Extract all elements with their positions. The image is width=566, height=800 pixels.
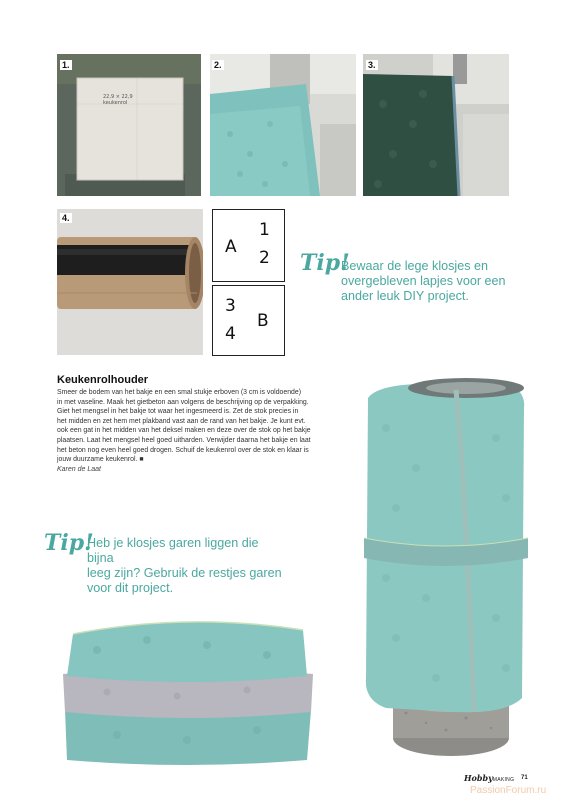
towel-stack-illustration xyxy=(57,600,319,770)
article-line: plaatsen. Laat het mengsel heel goed uitharden. Verwijder daarna het bakje en laat xyxy=(57,436,311,444)
footer-brand-sub: MAKING xyxy=(492,777,515,783)
diagram-label-2: 2 xyxy=(259,248,270,268)
page-number: 71 xyxy=(521,775,528,781)
diagram-box-b xyxy=(212,285,285,356)
article-line: het midden en zet hem met plakband vast aan de rand van het bakje. Je kunt evt. xyxy=(57,417,306,425)
article-body xyxy=(57,388,357,465)
tip-1-line2: overgebleven lapjes voor een xyxy=(341,274,506,288)
diagram-label-b: B xyxy=(257,311,269,331)
article-line: Giet het mengsel in het bakje tot waar het ingesmeerd is. Zet de stok precies in xyxy=(57,408,299,416)
article-author: Karen de Laat xyxy=(57,466,101,473)
diagram-box-a xyxy=(212,209,285,282)
cardboard-note-line2: keukenrol xyxy=(103,100,128,106)
footer-brand xyxy=(464,773,514,783)
tip-1-text xyxy=(341,259,521,304)
step-1-photo xyxy=(57,54,201,196)
tip-2-text xyxy=(87,536,287,596)
footer-brand-name: Hobby xyxy=(464,773,493,783)
step-1-number: 1. xyxy=(62,60,70,70)
step-1-illustration xyxy=(57,54,201,196)
article-line: het beton nog even heel goed drogen. Schuif de keukenrol over de stok en klaar is xyxy=(57,446,309,454)
cardboard-note-line1: 22,9 × 22,9 xyxy=(103,94,133,100)
tip-2-line1: Heb je klosjes garen liggen die bijna xyxy=(87,536,259,565)
towel-stack-photo xyxy=(57,600,319,770)
towel-roll-photo xyxy=(356,378,531,766)
watermark: PassionForum.ru xyxy=(470,785,547,796)
article-line: jouw duurzame keukenrol. ■ xyxy=(57,456,144,464)
step-4-number: 4. xyxy=(62,213,70,223)
diagram-label-4: 4 xyxy=(225,324,236,344)
article-title: Keukenrolhouder xyxy=(57,374,149,386)
step-4-photo xyxy=(57,209,203,355)
diagram-label-a: A xyxy=(225,237,237,257)
step-2-photo xyxy=(210,54,356,196)
step-3-photo xyxy=(363,54,509,196)
tip-1-line3: ander leuk DIY project. xyxy=(341,289,469,303)
towel-roll-illustration xyxy=(356,378,531,766)
tip-2-line3: voor dit project. xyxy=(87,581,174,595)
article-line: ook een gat in het midden van het deksel maken en deze over de stok op het bakje xyxy=(57,427,311,435)
tip-2-label: Tip! xyxy=(44,530,94,556)
diagram-label-3: 3 xyxy=(225,296,236,316)
article-line: Smeer de bodem van het bakje en een smal stukje erboven (3 cm is voldoende) xyxy=(57,389,301,396)
step-2-number: 2. xyxy=(214,60,222,70)
step-3-number: 3. xyxy=(368,60,376,70)
article-line: in met vaseline. Maak het gietbeton aan volgens de beschrijving op de verpakking. xyxy=(57,398,309,406)
tip-1-line1: Bewaar de lege klosjes en xyxy=(341,259,489,273)
cardboard-note xyxy=(103,94,133,106)
tip-2-line2: leeg zijn? Gebruik de restjes garen xyxy=(87,566,282,580)
tip-1-label: Tip! xyxy=(300,250,350,276)
step-4-illustration xyxy=(57,209,203,355)
step-2-illustration xyxy=(210,54,356,196)
diagram-label-1: 1 xyxy=(259,220,270,240)
step-3-illustration xyxy=(363,54,509,196)
